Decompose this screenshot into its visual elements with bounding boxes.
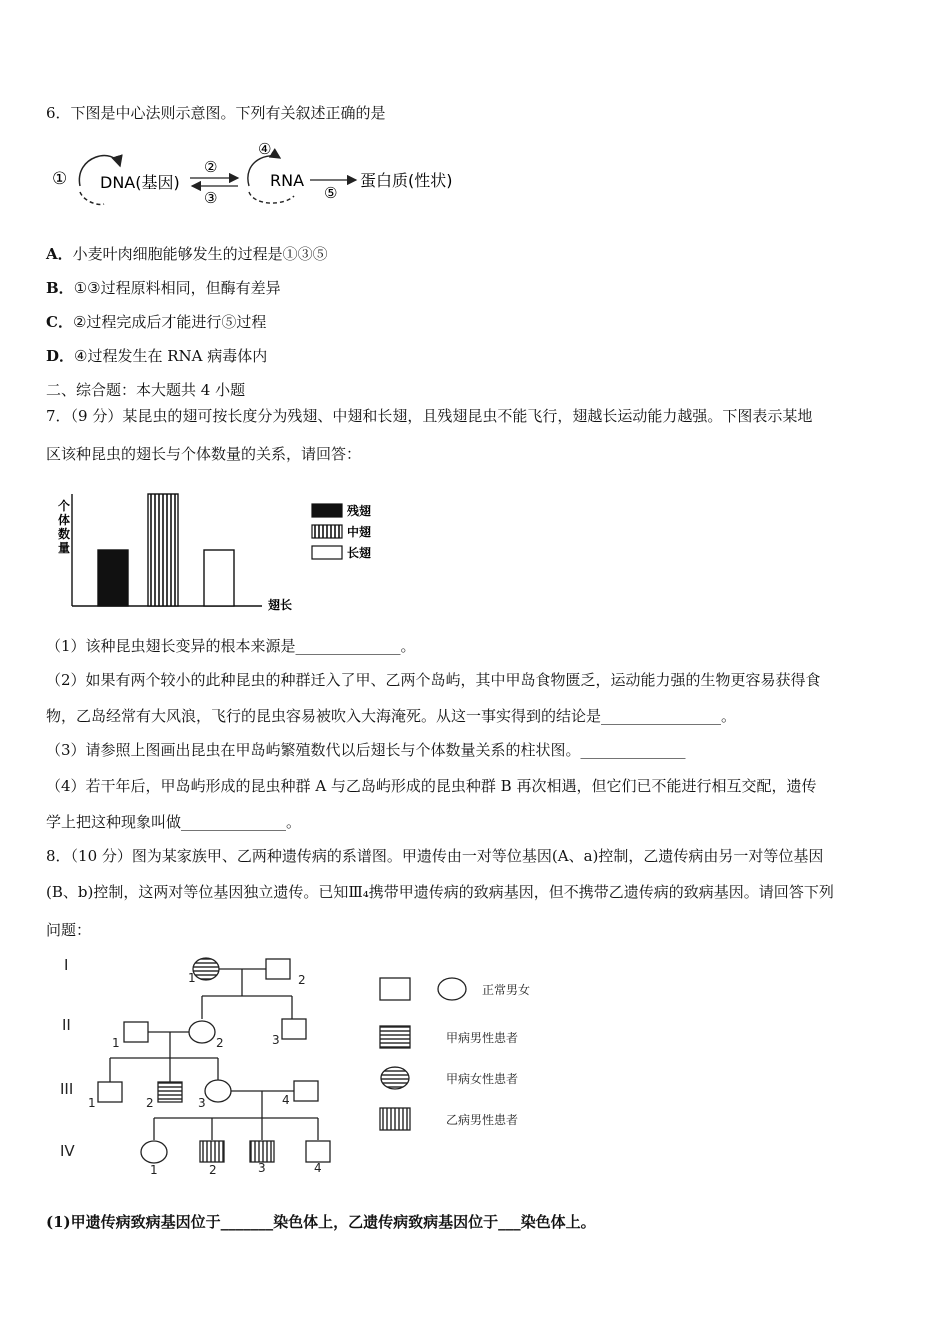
II-3-male bbox=[282, 1019, 306, 1039]
svg-text:量: 量 bbox=[58, 541, 71, 555]
pedigree-num: 1 bbox=[188, 971, 196, 985]
pedigree-num: 2 bbox=[209, 1163, 217, 1177]
legend-label-3: 长翅 bbox=[347, 546, 372, 560]
q6-option-a: A．小麦叶肉细胞能够发生的过程是①③⑤ bbox=[46, 245, 328, 263]
q7-sub-1: （1）该种昆虫翅长变异的根本来源是______________。 bbox=[46, 637, 416, 655]
q7-line-2: 区该种昆虫的翅长与个体数量的关系，请回答： bbox=[46, 445, 362, 463]
legend-a-male-symbol bbox=[380, 1026, 410, 1048]
step-4-label: ④ bbox=[258, 140, 272, 158]
III-2-male-affected-a bbox=[158, 1082, 182, 1102]
q7-sub-3: （3）请参照上图画出昆虫在甲岛屿繁殖数代以后翅长与个体数量关系的柱状图。______________ bbox=[46, 741, 686, 759]
section-heading: 二、综合题：本大题共 4 小题 bbox=[46, 381, 246, 399]
replication-arrow-tail bbox=[80, 192, 104, 205]
q8-sub-1: (1)甲遗传病致病基因位于_______染色体上，乙遗传病致病基因位于___染色体上。 bbox=[46, 1213, 596, 1231]
q7-sub-4a: （4）若干年后，甲岛屿形成的昆虫种群 A 与乙岛屿形成的昆虫种群 B 再次相遇，但它们已不能进行相互交配，遗传 bbox=[46, 777, 817, 795]
protein-label: 蛋白质(性状) bbox=[360, 171, 453, 190]
central-dogma-diagram bbox=[44, 136, 474, 212]
pedigree-num: 2 bbox=[216, 1036, 224, 1050]
q6-stem: 6．下图是中心法则示意图。下列有关叙述正确的是 bbox=[46, 104, 386, 122]
generation-II-label: II bbox=[62, 1016, 71, 1034]
svg-text:个: 个 bbox=[58, 499, 71, 513]
legend-normal-label: 正常男女 bbox=[482, 983, 531, 997]
generation-IV-label: IV bbox=[60, 1142, 75, 1160]
generation-I-label: I bbox=[64, 956, 69, 974]
rna-label: RNA bbox=[270, 171, 305, 190]
II-1-male bbox=[124, 1022, 148, 1042]
legend-a-female-label: 甲病女性患者 bbox=[446, 1072, 519, 1086]
q7-line-1: 7．（9 分）某昆虫的翅可按长度分为残翅、中翅和长翅，且残翅昆虫不能飞行，翅越长运动能力越强。下图表示某地 bbox=[46, 407, 813, 425]
x-axis-label: 翅长 bbox=[268, 598, 293, 612]
pedigree-num: 1 bbox=[150, 1163, 158, 1177]
legend-b-male-label: 乙病男性患者 bbox=[446, 1113, 519, 1127]
step-2-label: ② bbox=[204, 158, 218, 176]
wing-length-bar-chart bbox=[50, 480, 410, 615]
pedigree-num: 3 bbox=[198, 1096, 206, 1110]
q6-option-c: C．②过程完成后才能进行⑤过程 bbox=[46, 313, 267, 331]
y-axis-label bbox=[58, 498, 70, 555]
III-4-male bbox=[294, 1081, 318, 1101]
I-2-male bbox=[266, 959, 290, 979]
pedigree-num: 1 bbox=[88, 1096, 96, 1110]
q7-sub-2b: 物，乙岛经常有大风浪，飞行的昆虫容易被吹入大海淹死。从这一事实得到的结论是________________。 bbox=[46, 707, 737, 725]
svg-text:数: 数 bbox=[58, 527, 71, 541]
legend-a-female-symbol bbox=[381, 1067, 409, 1089]
q7-sub-2a: （2）如果有两个较小的此种昆虫的种群迁入了甲、乙两个岛屿，其中甲岛食物匮乏，运动能力强的生物更容易获得食 bbox=[46, 671, 821, 689]
legend-normal-female-symbol bbox=[438, 978, 466, 1000]
II-2-female bbox=[189, 1021, 215, 1043]
step-1-label: ① bbox=[52, 169, 68, 189]
legend-normal-male-symbol bbox=[380, 978, 410, 1000]
pedigree-num: 4 bbox=[282, 1093, 290, 1107]
q6-option-d: D．④过程发生在 RNA 病毒体内 bbox=[46, 347, 268, 365]
pedigree-num: 4 bbox=[314, 1161, 322, 1175]
q8-line-2: (B、b)控制，这两对等位基因独立遗传。已知Ⅲ₄携带甲遗传病的致病基因，但不携带乙遗传病的致病基因。请回答下列 bbox=[46, 883, 834, 901]
pedigree-num: 2 bbox=[298, 973, 306, 987]
legend-label-2: 中翅 bbox=[347, 525, 372, 539]
IV-1-female bbox=[141, 1141, 167, 1163]
pedigree-chart bbox=[46, 950, 566, 1182]
I-1-female-affected-a bbox=[193, 958, 219, 980]
rna-replication-arrow-tail bbox=[249, 192, 294, 203]
step-5-label: ⑤ bbox=[324, 184, 338, 202]
legend-swatch-1 bbox=[312, 504, 342, 517]
pedigree-num: 2 bbox=[146, 1096, 154, 1110]
IV-3-male-affected-b bbox=[250, 1141, 274, 1162]
step-3-label: ③ bbox=[204, 189, 218, 207]
IV-4-male bbox=[306, 1141, 330, 1162]
legend-a-male-label: 甲病男性患者 bbox=[446, 1031, 519, 1045]
pedigree-num: 3 bbox=[272, 1033, 280, 1047]
q6-option-b: B．①③过程原料相同，但酶有差异 bbox=[46, 279, 281, 297]
svg-text:体: 体 bbox=[58, 513, 71, 527]
generation-III-label: III bbox=[60, 1080, 74, 1098]
pedigree-num: 1 bbox=[112, 1036, 120, 1050]
dna-label: DNA(基因) bbox=[100, 173, 180, 192]
q8-line-1: 8．（10 分）图为某家族甲、乙两种遗传病的系谱图。甲遗传由一对等位基因(A、a)控制，乙遗传病由另一对等位基因 bbox=[46, 847, 824, 865]
legend-label-1: 残翅 bbox=[347, 504, 372, 518]
III-3-female bbox=[205, 1080, 231, 1102]
bar-3 bbox=[204, 550, 234, 606]
legend-swatch-3 bbox=[312, 546, 342, 559]
IV-2-male-affected-b bbox=[200, 1141, 224, 1162]
bar-1 bbox=[98, 550, 128, 606]
q7-sub-4b: 学上把这种现象叫做______________。 bbox=[46, 813, 302, 831]
III-1-male bbox=[98, 1082, 122, 1102]
bar-2 bbox=[148, 494, 178, 606]
pedigree-num: 3 bbox=[258, 1161, 266, 1175]
q8-line-3: 问题： bbox=[46, 921, 92, 939]
legend-swatch-2 bbox=[312, 525, 342, 538]
legend-b-male-symbol bbox=[380, 1108, 410, 1130]
